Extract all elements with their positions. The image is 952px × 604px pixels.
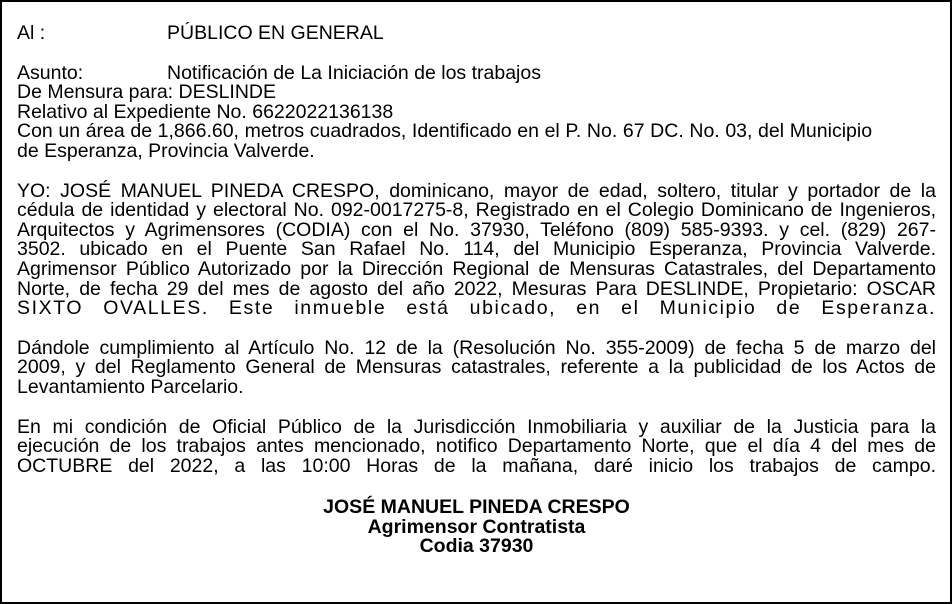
signature-block — [17, 498, 936, 557]
addressee-row — [17, 24, 936, 44]
body-line: Dándole cumplimiento al Artículo No. 12 de la (Resolución No. 355-2009) de fecha 5 de marzo del — [17, 336, 936, 359]
signatory-title: Agrimensor Contratista — [367, 515, 586, 538]
spacer — [17, 44, 936, 64]
body-line: cédula de identidad y electoral No. 092-0017275-8, Registrado en el Colegio Dominicano de Ingenieros, — [17, 199, 936, 222]
body-line: SIXTO OVALLES. Este inmueble está ubicado, en el Municipio de Esperanza. — [17, 297, 936, 320]
body-line: Norte, de fecha 29 del mes de agosto del año 2022, Mesuras Para DESLINDE, Propietario: OSCAR — [17, 277, 936, 300]
subject-line: Relativo al Expediente No. 6622022136138 — [17, 100, 394, 123]
addressee-value: PÚBLICO EN GENERAL — [167, 22, 384, 44]
subject-line: De Mensura para: DESLINDE — [17, 81, 277, 104]
body-paragraph-2 — [17, 336, 936, 398]
body-line: 2009, y del Reglamento General de Mensuras catastrales, referente a la publicidad de los Actos de — [17, 356, 936, 379]
subject-line: Con un área de 1,866.60, metros cuadrados, Identificado en el P. No. 67 DC. No. 03, del Municipio — [17, 120, 873, 143]
body-line: OCTUBRE del 2022, a las 10:00 Horas de la mañana, daré inicio los trabajos de campo. — [17, 454, 936, 477]
body-line: En mi condición de Oficial Público de la Jurisdicción Inmobiliaria y auxiliar de la Justicia para la — [17, 415, 936, 438]
addressee-label: Al : — [17, 22, 46, 44]
body-paragraph-3 — [17, 415, 936, 477]
subject-line: de Esperanza, Provincia Valverde. — [17, 139, 315, 162]
body-line: Arquitectos y Agrimensores (CODIA) con el No. 37930, Teléfono (809) 585-9393. y cel. (829) 267- — [17, 218, 936, 241]
subject-line: Notificación de La Iniciación de los trabajos — [167, 61, 541, 84]
signatory-license: Codia 37930 — [419, 535, 534, 558]
subject-block — [17, 61, 936, 162]
body-line: Levantamiento Parcelario. — [17, 375, 244, 398]
spacer — [17, 398, 936, 418]
spacer — [17, 319, 936, 339]
subject-label: Asunto: — [17, 61, 84, 84]
body-line: 3502. ubicado en el Puente San Rafael No. 114, del Municipio Esperanza, Provincia Valverde. — [17, 238, 936, 261]
body-line: Agrimensor Público Autorizado por la Dirección Regional de Mensuras Catastrales, del Departamento — [17, 257, 936, 280]
signatory-name: JOSÉ MANUEL PINEDA CRESPO — [323, 496, 630, 519]
body-paragraph-1 — [17, 179, 936, 320]
body-line: ejecución de los trabajos antes mencionado, notifico Departamento Norte, que el día 4 del mes de — [17, 435, 936, 458]
body-line: YO: JOSÉ MANUEL PINEDA CRESPO, dominicano, mayor de edad, soltero, titular y portador de la — [17, 179, 936, 202]
spacer — [17, 162, 936, 182]
